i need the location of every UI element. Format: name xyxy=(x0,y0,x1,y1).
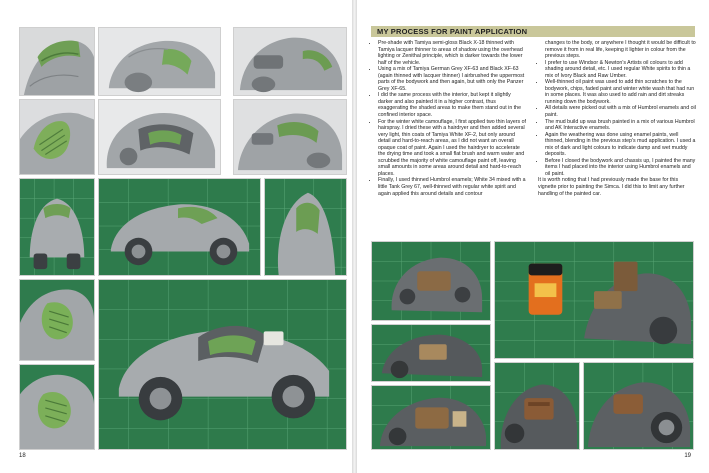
photo-side-view-on-mat xyxy=(98,178,261,276)
photo-hood-closeup-on-mat xyxy=(264,178,347,276)
photo-paint-jar-and-parts xyxy=(494,241,694,359)
list-item: • Again the weathering was done using enamel paints, well thinned, blending in the previous step's mud application. I used a mix of dark and light colours to indicate damp and wet muddy deposits. xyxy=(545,132,696,158)
photo-interior-cargo xyxy=(371,385,491,450)
photo-bodywork-rear-side xyxy=(233,27,347,96)
photo-rear-window-detail xyxy=(233,99,347,175)
list-item: • Well-thinned oil paint was used to add thin scratches to the bodywork, chips, faded paint and winter white wash that had run in some places. It was also used to add rain and dirt streaks running down the bodywork. xyxy=(545,79,696,105)
photo-engine-bay-topdown xyxy=(371,241,491,321)
list-item: • Using a mix of Tamiya German Grey XF-63 and Black XF-63 (again thinned with lacquer thinner) I airbrushed the uppermost parts of the bodywork and then again, but with only the Panzer Grey XF-65. xyxy=(378,66,527,92)
list-item: • The mud build up was brush painted in a mix of various Humbrol and AK Interactive enamels. xyxy=(545,119,696,132)
section-header-band xyxy=(371,26,695,37)
continued-paragraph: changes to the body, or anywhere I thought it would be difficult to remove it from in real life, keeping it lighter in colour from the previous steps. xyxy=(545,40,696,60)
photo-bodywork-top-closeup xyxy=(19,27,95,96)
list-item: • Pre-shade with Tamiya semi-gloss Black X-18 thinned with Tamiya lacquer thinner to areas of shadow using the overhead lighting or Zenithal principle, which is darker towards the lower half of the vehicle. xyxy=(378,40,527,66)
list-item: • I did the same process with the interior, but kept it slightly darker and also painted it in a higher contrast, thus exaggerating the shaded areas to make them stand out in the confined interior space. xyxy=(378,92,527,118)
photo-chassis-underside xyxy=(371,324,491,382)
photo-seat-detail xyxy=(494,362,580,450)
list-item: • Finally, I used thinned Humbrol enamels; White 34 mixed with a little Tank Grey 67, well-thinned with regular white spirit and again applied this around details and contour xyxy=(378,177,527,197)
photo-rear-view-on-mat xyxy=(19,178,95,276)
process-list-1 xyxy=(371,40,527,197)
page-number-left: 18 xyxy=(19,453,26,459)
left-page xyxy=(0,0,352,473)
photo-front-grille-closeup xyxy=(19,364,95,450)
list-item: • All details were picked out with a mix of Humbrol enamels and oil paint. xyxy=(545,105,696,118)
process-list-2 xyxy=(538,60,696,178)
photo-full-car-large xyxy=(98,279,347,450)
photo-bodywork-grille-closeup xyxy=(19,99,95,175)
right-page xyxy=(357,0,709,473)
list-item: • I prefer to use Windsor & Newton's Artists oil colours to add shading around detail, etc. I used regular White spirits to thin a mix of Ivory Black and Raw Umber. xyxy=(545,60,696,80)
text-column-2 xyxy=(538,40,696,197)
section-title: MY PROCESS FOR PAINT APPLICATION xyxy=(377,27,528,36)
closing-paragraph: It is worth noting that I had previously made the base for this vignette prior to painting the Simca. I did this to limit any further handling of the painted car. xyxy=(538,177,685,197)
page-number-right: 19 xyxy=(684,453,691,459)
photo-chassis-top-view xyxy=(98,99,221,175)
list-item: • For the winter white camouflage, I first applied two thin layers of hairspray. I dried these with a hairdryer and then added several very light, thin coats of Tamiya White XF-2, but only around detail and hard-to-reach areas, as I did not want an overall opaque coat of paint. Again I used the hairdryer to accelerate the drying time and took a small flat brush and warm water and scrubbed the majority of white camouflage paint off, leaving small amounts in some areas around detail and hard-to-reach places. xyxy=(378,119,527,178)
text-column-1 xyxy=(371,40,527,197)
photo-wheel-arch-closeup xyxy=(19,279,95,361)
photo-interior-wheel xyxy=(583,362,694,450)
list-item: • Before I closed the bodywork and chassis up, I painted the many items I had placed into the interior using Humbrol enamels and oil paint. xyxy=(545,158,696,178)
photo-bodywork-front-three-quarter xyxy=(98,27,221,96)
